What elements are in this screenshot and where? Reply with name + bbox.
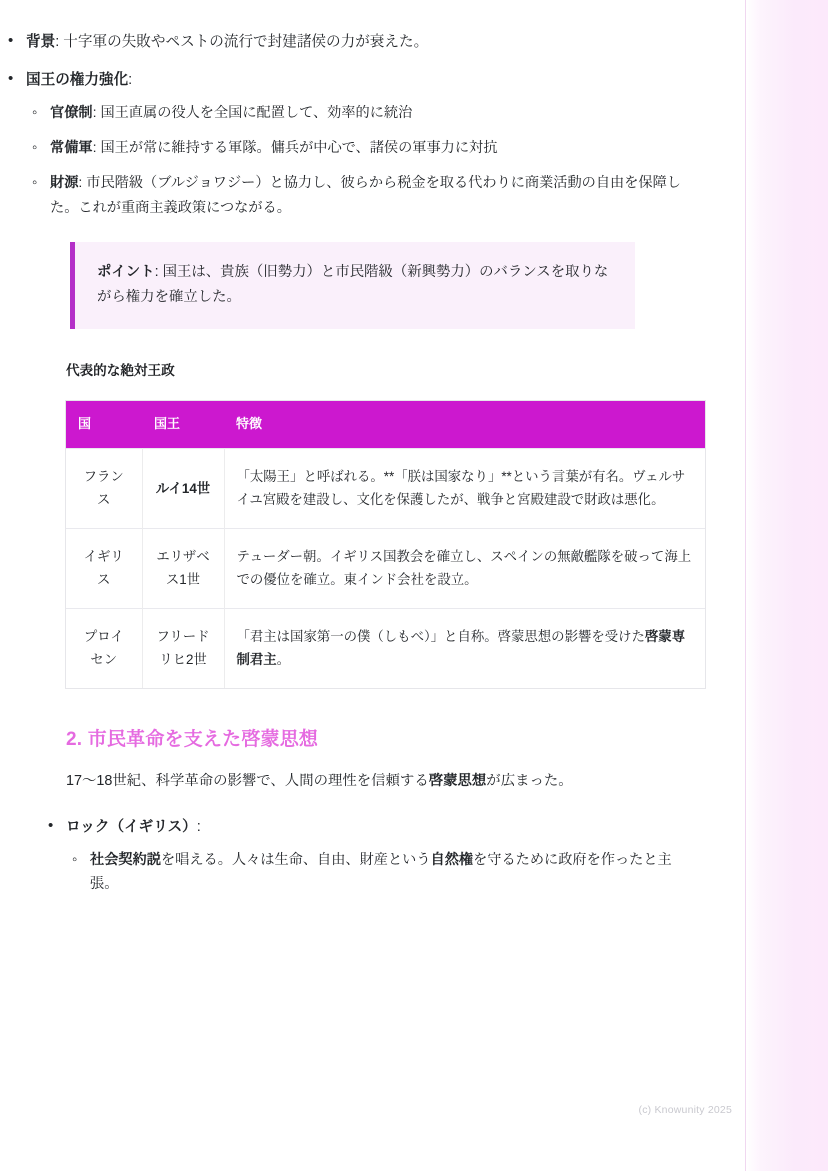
bullet-bold-1: 社会契約説 (90, 852, 161, 869)
cell-feature (224, 608, 705, 687)
table-row (66, 608, 705, 687)
callout-box (70, 242, 635, 329)
paragraph-bold: 啓蒙思想 (428, 772, 487, 789)
bullet-sublist (66, 848, 700, 896)
bullet-list-section2 (40, 815, 700, 896)
list-item (26, 136, 700, 160)
bullet-list-section2-wrap (40, 815, 700, 896)
bullet-label: 官僚制 (50, 105, 93, 122)
cell-country: イギリス (66, 528, 142, 608)
cell-country: フランス (66, 448, 142, 528)
bullet-label: ロック（イギリス） (66, 819, 197, 836)
cell-country: プロイセン (66, 608, 142, 687)
cell-feature-bold: 啓蒙専制君主 (236, 628, 686, 668)
cell-feature: 「太陽王」と呼ばれる。**「朕は国家なり」**という言葉が有名。ヴェルサイユ宮殿を建設し、文化を保護したが、戦争と宮殿建設で財政は悪化。 (224, 448, 705, 528)
column-header-king: 国王 (142, 401, 224, 448)
bullet-label: 常備軍 (50, 140, 93, 157)
bullet-label: 国王の権力強化 (26, 72, 129, 89)
column-header-feature: 特徴 (224, 401, 705, 448)
column-header-country: 国 (66, 401, 142, 448)
list-item (0, 68, 700, 220)
section-heading: 2. 市民革命を支えた啓蒙思想 (66, 728, 319, 750)
callout-label: ポイント (97, 263, 155, 280)
table-row (66, 528, 705, 608)
paragraph-pre: 17〜18世紀、科学革命の影響で、人間の理性を信頼する (66, 772, 429, 789)
footer-copyright: (c) Knowunity 2025 (638, 1104, 732, 1116)
table-row (66, 448, 705, 528)
bullet-label: 背景 (26, 34, 56, 50)
page-edge-decoration (745, 0, 828, 1171)
cell-king: フリードリヒ2世 (142, 608, 224, 687)
callout-text: : 国王は、貴族（旧勢力）と市民階級（新興勢力）のバランスを取りながら権力を確立した。 (97, 263, 609, 305)
bullet-tail: を守るために政府を作ったと主張。 (90, 852, 672, 893)
table-header (66, 401, 705, 448)
list-item (0, 30, 700, 54)
table-header-row (66, 401, 705, 448)
paragraph-post: が広まった。 (486, 772, 573, 789)
absolutism-table (66, 401, 705, 688)
bullet-label: 財源 (50, 175, 79, 192)
list-item (26, 171, 700, 219)
bullet-bold-2: 自然権 (430, 852, 474, 869)
bullet-sublist (26, 101, 700, 220)
bullet-text: : 市民階級（ブルジョワジー）と協力し、彼らから税金を取る代わりに商業活動の自由を保障した。これが重商主義政策につながる。 (50, 175, 681, 216)
cell-king: エリザベス1世 (142, 528, 224, 608)
bullet-text: : (128, 72, 133, 89)
bullet-list-top (0, 30, 700, 220)
cell-feature-post: 。 (276, 652, 291, 668)
list-item (66, 848, 700, 896)
list-item (26, 101, 700, 125)
cell-king: ルイ14世 (142, 448, 224, 528)
cell-feature-pre: 「君主は国家第一の僕（しもべ）」と自称。啓蒙思想の影響を受けた (236, 628, 645, 644)
bullet-text: : 国王直属の役人を全国に配置して、効率的に統治 (92, 105, 413, 122)
cell-feature: テューダー朝。イギリス国教会を確立し、スペインの無敵艦隊を破って海上での優位を確立。東インド会社を設立。 (224, 528, 705, 608)
bullet-text: : (196, 819, 201, 836)
bullet-text: : 十字軍の失敗やペストの流行で封建諸侯の力が衰えた。 (55, 34, 429, 50)
section-paragraph (66, 769, 636, 793)
subheading: 代表的な絶対王政 (66, 363, 175, 379)
list-item (40, 815, 700, 896)
bullet-text: : 国王が常に維持する軍隊。傭兵が中心で、諸侯の軍事力に対抗 (92, 140, 498, 157)
bullet-mid: を唱える。人々は生命、自由、財産という (160, 852, 431, 869)
table-body (66, 448, 705, 687)
